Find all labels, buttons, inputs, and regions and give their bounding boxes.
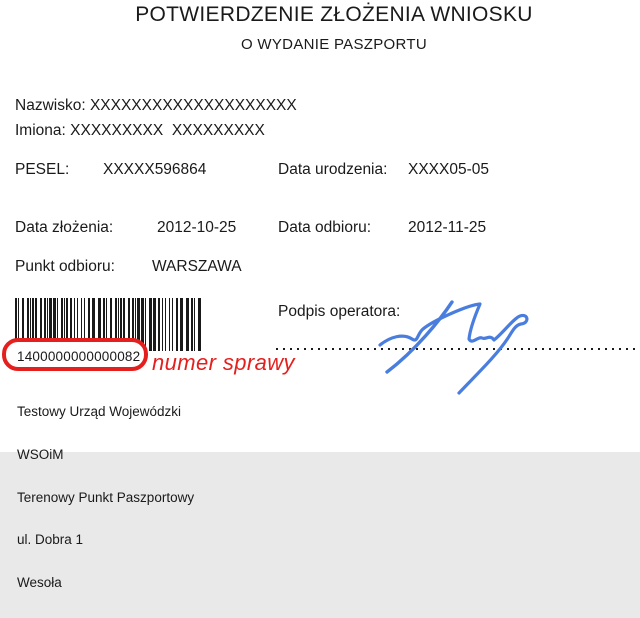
document-subtitle: O WYDANIE PASZPORTU xyxy=(240,36,427,53)
handwritten-signature xyxy=(372,292,544,397)
office-address-line: Wesoła xyxy=(17,574,62,590)
document-title: POTWIERDZENIE ZŁOŻENIA WNIOSKU xyxy=(135,3,533,26)
pickup-point-value: WARSZAWA xyxy=(152,258,242,275)
submission-date-value: 2012-10-25 xyxy=(157,219,237,236)
birth-date-label: Data urodzenia: xyxy=(278,161,388,178)
office-address-line: Terenowy Punkt Paszportowy xyxy=(17,489,195,505)
pickup-date-label: Data odbioru: xyxy=(278,219,372,236)
surname-label: Nazwisko: xyxy=(15,97,86,114)
submission-date-label: Data złożenia: xyxy=(15,219,114,236)
given-names-value: XXXXXXXXX XXXXXXXXX xyxy=(70,122,265,139)
pickup-point-label: Punkt odbioru: xyxy=(15,258,115,275)
pesel-value: XXXXX596864 xyxy=(103,161,207,178)
surname-row xyxy=(15,97,297,115)
given-names-label: Imiona: xyxy=(15,122,66,139)
pesel-label: PESEL: xyxy=(15,161,70,178)
office-address-line: WSOiM xyxy=(17,447,64,463)
operator-signature-label: Podpis operatora: xyxy=(278,303,401,320)
office-address-line: Testowy Urząd Wojewódzki xyxy=(17,404,182,420)
given-names-row xyxy=(15,122,265,140)
surname-value: XXXXXXXXXXXXXXXXXXXX xyxy=(89,97,297,114)
barcode-bar xyxy=(198,298,201,351)
case-number-text: 1400000000000082 xyxy=(17,349,141,364)
office-address-line: ul. Dobra 1 xyxy=(17,532,84,548)
birth-date-value: XXXX05-05 xyxy=(408,161,489,178)
pickup-date-value: 2012-11-25 xyxy=(408,219,487,236)
case-number-annotation: numer sprawy xyxy=(152,350,295,375)
issuing-office-block xyxy=(17,377,194,618)
